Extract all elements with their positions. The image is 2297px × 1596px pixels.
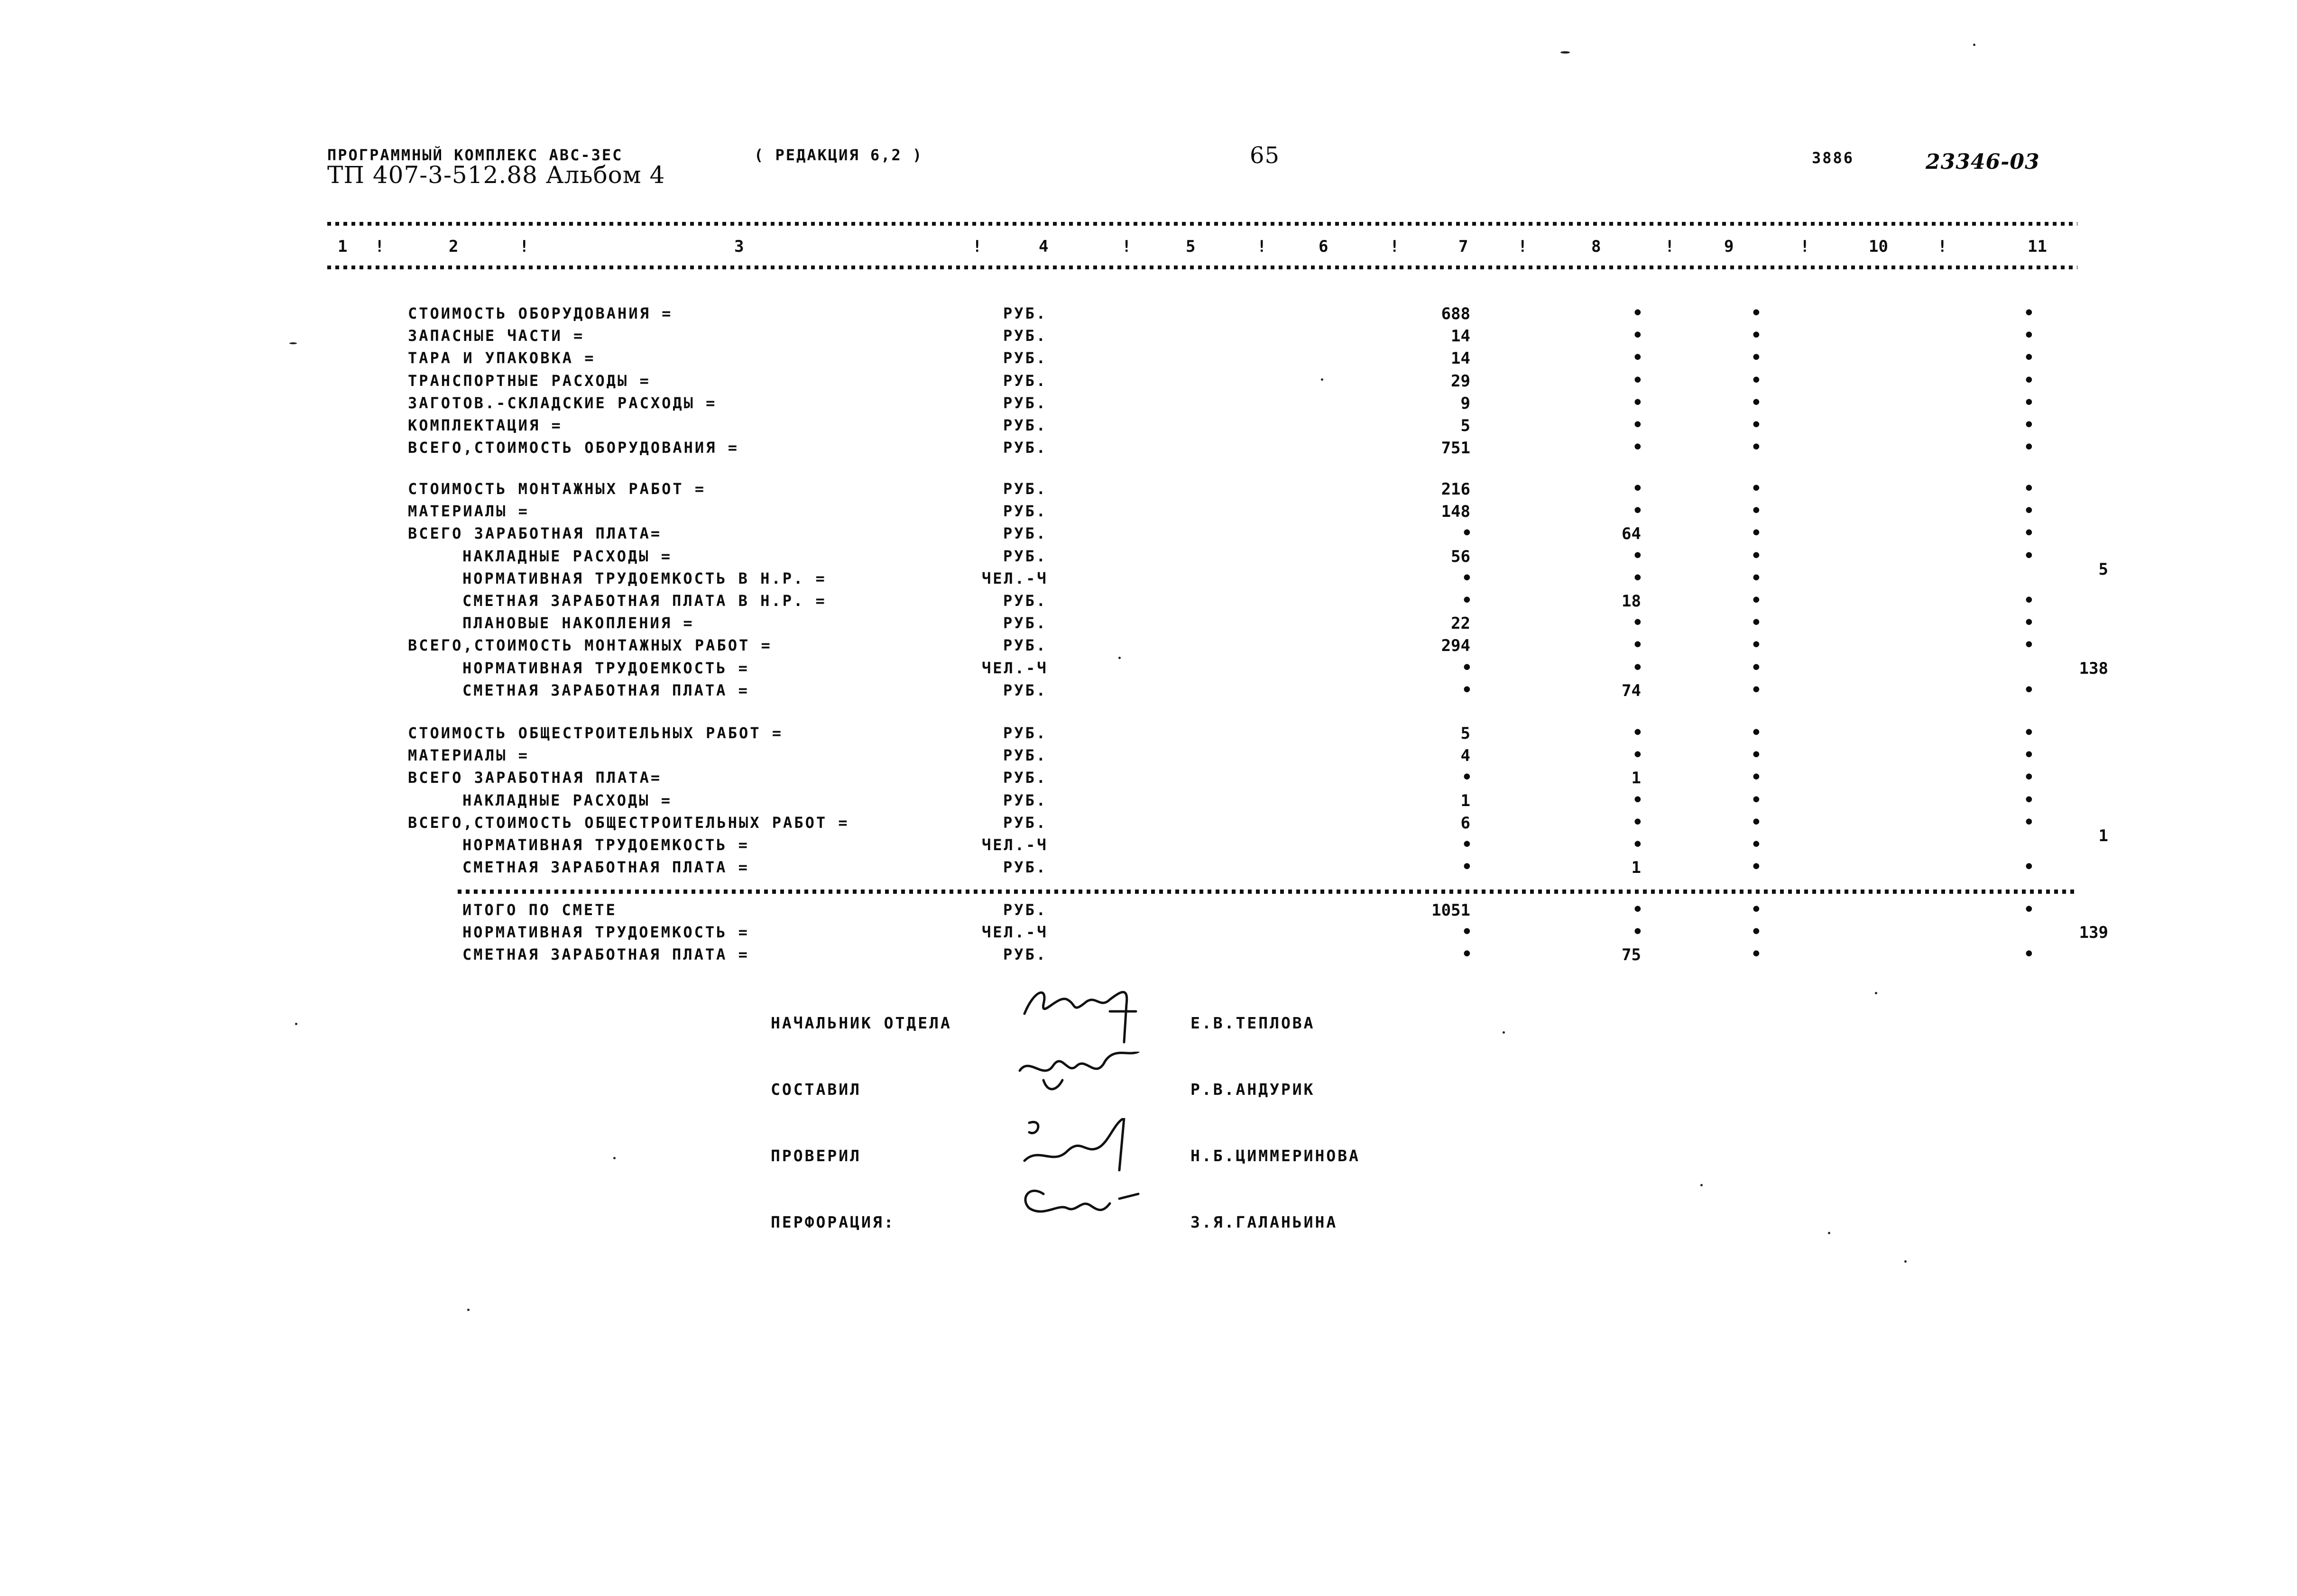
scan-speck [1828,1232,1830,1234]
cell-col9-empty: • [1751,900,1762,919]
column-number: 11 [2028,237,2047,256]
cell-col11-empty: • [2024,438,2034,458]
signature-name: Р.В.АНДУРИК [1190,1080,1315,1099]
column-number: 4 [1039,237,1049,256]
project-title: ТП 407-3-512.88 Альбом 4 [327,161,665,189]
edition-label: ( РЕДАКЦИЯ 6,2 ) [754,146,923,164]
row-unit: РУБ. [1003,858,1048,877]
scan-speck [1503,1031,1505,1034]
row-unit: РУБ. [1003,681,1048,699]
row-label: МАТЕРИАЛЫ = [408,746,529,765]
row-unit: РУБ. [1003,769,1048,787]
row-label: СМЕТНАЯ ЗАРАБОТНАЯ ПЛАТА В Н.Р. = [462,592,827,610]
cell-col8-empty: • [1633,501,1643,521]
cell-col8-empty: • [1633,326,1643,346]
cell-col8-empty: • [1633,835,1643,854]
cell-col7-empty: • [1462,658,1472,678]
cell-col7-empty: • [1462,591,1472,610]
scan-speck [467,1309,470,1311]
cell-col8-empty: • [1633,900,1643,919]
cell-col8-empty: • [1633,723,1643,743]
cell-col11: 1 [2098,826,2108,845]
row-unit: ЧЕЛ.-Ч [982,923,1048,942]
cell-col7-empty: • [1462,945,1472,964]
cell-col9-empty: • [1751,680,1762,700]
cell-col9-empty: • [1751,393,1762,413]
cell-col9-empty: • [1751,635,1762,655]
cell-col11-empty: • [2024,812,2034,832]
cell-col9-empty: • [1751,857,1762,877]
row-label: КОМПЛЕКТАЦИЯ = [408,416,563,434]
cell-col11-empty: • [2024,303,2034,323]
signature-role: ПЕРФОРАЦИЯ: [771,1213,895,1231]
signature-role: НАЧАЛЬНИК ОТДЕЛА [771,1014,952,1032]
cell-col7: 22 [1451,614,1470,633]
cell-col8-empty: • [1633,812,1643,832]
cell-col7: 14 [1451,349,1470,368]
scan-speck [295,1023,297,1025]
cell-col8: 1 [1631,769,1641,788]
column-separator: ! [1390,237,1400,256]
row-label: ПЛАНОВЫЕ НАКОПЛЕНИЯ = [462,614,694,633]
cell-col7: 216 [1441,480,1470,499]
cell-col7: 29 [1451,371,1470,391]
cell-col11-empty: • [2024,857,2034,877]
cell-col9-empty: • [1751,326,1762,346]
cell-col8: 74 [1622,681,1641,700]
row-label: ВСЕГО ЗАРАБОТНАЯ ПЛАТА= [408,769,662,787]
signature-scribble [1015,1118,1157,1184]
row-unit: РУБ. [1003,592,1048,610]
cell-col8-empty: • [1633,479,1643,498]
column-separator: ! [519,237,529,256]
cell-col11-empty: • [2024,635,2034,655]
cell-col9-empty: • [1751,945,1762,964]
column-separator: ! [1665,237,1675,256]
row-label: СТОИМОСТЬ МОНТАЖНЫХ РАБОТ = [408,480,706,498]
row-unit: РУБ. [1003,524,1048,543]
cell-col9-empty: • [1751,723,1762,743]
cell-col11-empty: • [2024,591,2034,610]
column-number: 10 [1869,237,1888,256]
cell-col8-empty: • [1633,370,1643,390]
cell-col9-empty: • [1751,613,1762,633]
cell-col11-empty: • [2024,900,2034,919]
row-label: НАКЛАДНЫЕ РАСХОДЫ = [462,547,673,565]
row-unit: РУБ. [1003,371,1048,390]
cell-col11-empty: • [2024,370,2034,390]
cell-col8-empty: • [1633,303,1643,323]
signature-name: Н.Б.ЦИММЕРИНОВА [1190,1147,1361,1165]
cell-col9-empty: • [1751,523,1762,543]
row-unit: РУБ. [1003,547,1048,565]
row-label: ВСЕГО,СТОИМОСТЬ МОНТАЖНЫХ РАБОТ = [408,636,772,655]
cell-col8-empty: • [1633,438,1643,458]
row-label: НОРМАТИВНАЯ ТРУДОЕМКОСТЬ В Н.Р. = [462,569,827,587]
cell-col11-empty: • [2024,326,2034,346]
cell-col7: 1051 [1431,901,1470,920]
cell-col8-empty: • [1633,415,1643,435]
row-unit: РУБ. [1003,349,1048,367]
scan-speck [613,1157,616,1159]
cell-col11-empty: • [2024,415,2034,435]
column-number: 1 [338,237,348,256]
column-separator: ! [1518,237,1528,256]
column-separator: ! [1122,237,1132,256]
row-unit: РУБ. [1003,901,1048,919]
row-label: НОРМАТИВНАЯ ТРУДОЕМКОСТЬ = [462,923,749,942]
row-label: ТАРА И УПАКОВКА = [408,349,596,367]
cell-col8: 1 [1631,858,1641,878]
cell-col7: 1 [1460,791,1470,810]
cell-col9-empty: • [1751,812,1762,832]
column-separator: ! [1257,237,1267,256]
row-label: НОРМАТИВНАЯ ТРУДОЕМКОСТЬ = [462,659,749,677]
cell-col7: 4 [1460,746,1470,766]
cell-col9-empty: • [1751,835,1762,854]
scan-speck [1875,992,1877,994]
row-label: МАТЕРИАЛЫ = [408,502,529,521]
row-unit: ЧЕЛ.-Ч [982,659,1048,677]
row-label: НАКЛАДНЫЕ РАСХОДЫ = [462,791,673,809]
cell-col9-empty: • [1751,922,1762,942]
cell-col11-empty: • [2024,479,2034,498]
cell-col7-empty: • [1462,523,1472,543]
totals-rule [458,890,2077,894]
scan-speck [1118,657,1121,659]
scan-speck [289,342,297,344]
signature-name: З.Я.ГАЛАНЬИНА [1190,1213,1338,1231]
column-number: 5 [1186,237,1196,256]
cell-col9-empty: • [1751,370,1762,390]
cell-col11: 5 [2098,560,2108,579]
column-number: 7 [1458,237,1468,256]
column-separator: ! [972,237,982,256]
cell-col9-empty: • [1751,546,1762,566]
cell-col8-empty: • [1633,790,1643,810]
row-label: НОРМАТИВНАЯ ТРУДОЕМКОСТЬ = [462,836,749,854]
cell-col9-empty: • [1751,348,1762,368]
cell-col7: 14 [1451,327,1470,346]
row-unit: РУБ. [1003,724,1048,742]
column-separator: ! [1937,237,1947,256]
signature-scribble [1015,1052,1157,1118]
row-unit: РУБ. [1003,614,1048,633]
column-separator: ! [1800,237,1810,256]
cell-col8-empty: • [1633,635,1643,655]
column-number: 8 [1591,237,1601,256]
row-unit: РУБ. [1003,945,1048,964]
document-code: 3886 [1812,149,1854,167]
column-number: 9 [1724,237,1734,256]
cell-col7: 6 [1460,813,1470,833]
cell-col9-empty: • [1751,745,1762,765]
cell-col11-empty: • [2024,723,2034,743]
cell-col8-empty: • [1633,613,1643,633]
scan-speck [1560,51,1570,54]
cell-col7-empty: • [1462,922,1472,942]
cell-col8-empty: • [1633,922,1643,942]
cell-col11-empty: • [2024,745,2034,765]
row-label: ВСЕГО,СТОИМОСТЬ ОБОРУДОВАНИЯ = [408,439,739,457]
row-label: ВСЕГО,СТОИМОСТЬ ОБЩЕСТРОИТЕЛЬНЫХ РАБОТ = [408,813,849,832]
cell-col8-empty: • [1633,658,1643,678]
signature-name: Е.В.ТЕПЛОВА [1190,1014,1315,1032]
cell-col7: 148 [1441,502,1470,522]
row-unit: РУБ. [1003,304,1048,322]
row-label: СМЕТНАЯ ЗАРАБОТНАЯ ПЛАТА = [462,945,749,964]
cell-col7-empty: • [1462,835,1472,854]
cell-col8-empty: • [1633,393,1643,413]
cell-col9-empty: • [1751,303,1762,323]
cell-col9-empty: • [1751,790,1762,810]
cell-col11-empty: • [2024,546,2034,566]
cell-col11-empty: • [2024,348,2034,368]
cell-col8: 18 [1622,592,1641,611]
cell-col7-empty: • [1462,568,1472,588]
cell-col7: 56 [1451,547,1470,566]
row-unit: РУБ. [1003,394,1048,412]
cell-col11-empty: • [2024,501,2034,521]
cell-col11-empty: • [2024,790,2034,810]
scan-speck [1700,1184,1703,1186]
cell-col7: 9 [1460,394,1470,413]
column-number: 6 [1319,237,1328,256]
signature-role: СОСТАВИЛ [771,1080,861,1099]
cell-col7-empty: • [1462,768,1472,788]
row-label: СМЕТНАЯ ЗАРАБОТНАЯ ПЛАТА = [462,858,749,877]
signature-scribble [1015,1184,1157,1251]
cell-col7: 5 [1460,416,1470,435]
cell-col8-empty: • [1633,745,1643,765]
page-number: 65 [1250,142,1280,169]
scan-speck [1321,378,1323,381]
cell-col11-empty: • [2024,945,2034,964]
row-unit: ЧЕЛ.-Ч [982,569,1048,587]
cell-col11: 138 [2079,659,2108,678]
cell-col11-empty: • [2024,768,2034,788]
cell-col9-empty: • [1751,501,1762,521]
table-top-rule [327,222,2077,226]
row-label: СМЕТНАЯ ЗАРАБОТНАЯ ПЛАТА = [462,681,749,699]
cell-col8: 64 [1622,524,1641,544]
cell-col9-empty: • [1751,568,1762,588]
row-label: СТОИМОСТЬ ОБЩЕСТРОИТЕЛЬНЫХ РАБОТ = [408,724,784,742]
scan-speck [1904,1260,1907,1263]
cell-col9-empty: • [1751,658,1762,678]
cell-col7: 751 [1441,439,1470,458]
row-unit: РУБ. [1003,746,1048,765]
column-separator: ! [375,237,385,256]
row-unit: РУБ. [1003,791,1048,809]
cell-col9-empty: • [1751,591,1762,610]
cell-col9-empty: • [1751,415,1762,435]
row-label: ВСЕГО ЗАРАБОТНАЯ ПЛАТА= [408,524,662,543]
cell-col11-empty: • [2024,613,2034,633]
cell-col8: 75 [1622,945,1641,965]
row-label: ИТОГО ПО СМЕТЕ [462,901,617,919]
cell-col9-empty: • [1751,438,1762,458]
row-label: ЗАПАСНЫЕ ЧАСТИ = [408,327,585,345]
row-unit: РУБ. [1003,480,1048,498]
row-unit: ЧЕЛ.-Ч [982,836,1048,854]
signature-role: ПРОВЕРИЛ [771,1147,861,1165]
cell-col7: 5 [1460,724,1470,743]
row-unit: РУБ. [1003,636,1048,655]
cell-col11: 139 [2079,923,2108,943]
row-label: ТРАНСПОРТНЫЕ РАСХОДЫ = [408,371,651,390]
document-number: 23346-03 [1926,150,2040,174]
column-header-rule [327,266,2077,269]
cell-col7: 294 [1441,636,1470,656]
row-unit: РУБ. [1003,416,1048,434]
column-number: 3 [734,237,744,256]
row-label: СТОИМОСТЬ ОБОРУДОВАНИЯ = [408,304,673,322]
row-unit: РУБ. [1003,327,1048,345]
signature-scribble [1015,985,1157,1052]
cell-col9-empty: • [1751,768,1762,788]
cell-col7-empty: • [1462,857,1472,877]
cell-col9-empty: • [1751,479,1762,498]
cell-col8-empty: • [1633,546,1643,566]
cell-col11-empty: • [2024,680,2034,700]
cell-col11-empty: • [2024,393,2034,413]
row-unit: РУБ. [1003,439,1048,457]
row-unit: РУБ. [1003,813,1048,832]
column-number: 2 [449,237,459,256]
cell-col11-empty: • [2024,523,2034,543]
cell-col8-empty: • [1633,568,1643,588]
scan-speck [1973,44,1975,46]
program-title: ПРОГРАММНЫЙ КОМПЛЕКС АВС-ЗЕС [327,146,623,164]
row-label: ЗАГОТОВ.-СКЛАДСКИЕ РАСХОДЫ = [408,394,717,412]
cell-col7-empty: • [1462,680,1472,700]
cell-col7: 688 [1441,304,1470,323]
row-unit: РУБ. [1003,502,1048,521]
cell-col8-empty: • [1633,348,1643,368]
